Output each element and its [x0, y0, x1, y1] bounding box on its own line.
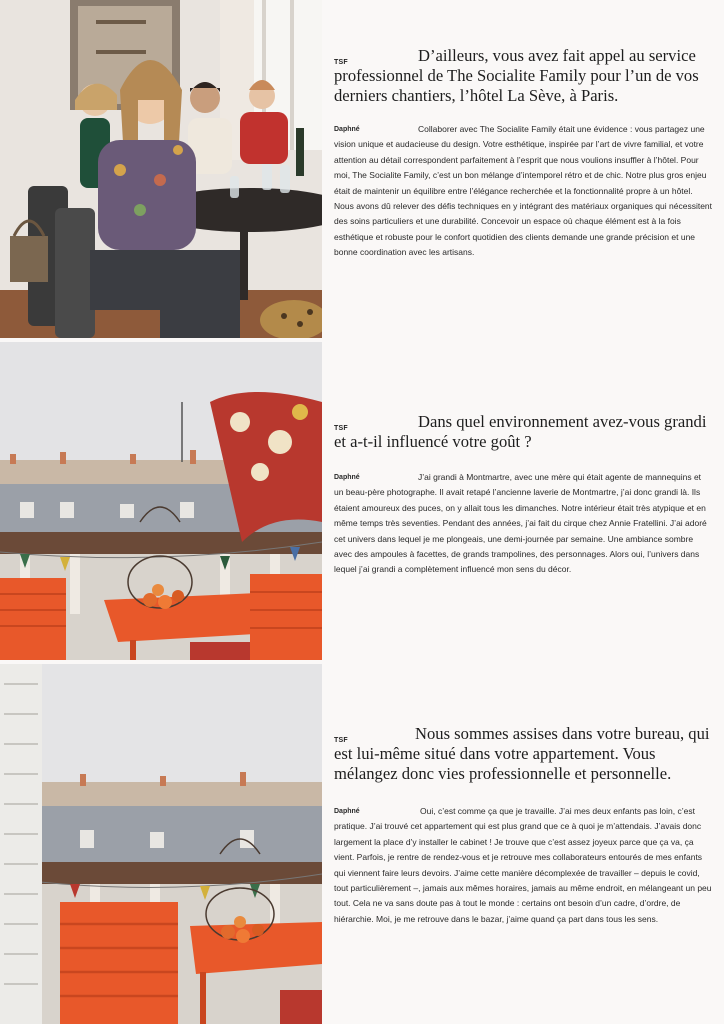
photo-balcony-rooftops	[0, 342, 322, 660]
interview-section-3	[334, 724, 712, 927]
interview-question	[334, 412, 712, 452]
photo-shutter-balcony	[0, 664, 322, 1024]
interview-answer	[334, 122, 712, 261]
answer-text: Collaborer avec The Socialite Family était une évidence : vous partagez une vision unique et audacieuse du design. Votre esthétique, inspirée par l’art de vivre familial, et votre attention au détail correspondent parfaitement à l’esprit que nous voulions insuffler à l’hôtel. Pour moi, The Socialite Family, c’est un bon mélange d’intemporel rétro et de chic. Notre plus gros enjeu était de maintenir un équilibre entre l’élégance recherchée et la fonctionnalité propre à un hôtel. Nous avons dû relever des défis techniques en y intégrant des matériaux organiques qui nécessitent des soins particuliers et une durabilité. Concevoir un espace où chaque élément est à la fois esthétique et robuste pour le confort quotidien des clients demande une grande précision et une bonne coordination avec les artisans.	[334, 124, 713, 258]
speaker-name: Daphné	[334, 126, 360, 133]
interview-answer	[334, 804, 712, 927]
interview-section-1	[334, 46, 712, 261]
interview-question	[334, 46, 712, 106]
question-text: Dans quel environnement avez-vous grandi et a-t-il influencé votre goût ?	[334, 412, 707, 451]
photo-dinner-party	[0, 0, 322, 338]
interviewer-tag: TSF	[334, 737, 348, 744]
speaker-name: Daphné	[334, 808, 360, 815]
interviewer-tag: TSF	[334, 59, 348, 66]
interview-question	[334, 724, 712, 784]
question-text: D’ailleurs, vous avez fait appel au service professionnel de The Socialite Family pour l’un de vos derniers chantiers, l’hôtel La Sève, à Paris.	[334, 46, 699, 105]
interview-answer	[334, 470, 712, 578]
question-text: Nous sommes assises dans votre bureau, qui est lui-même situé dans votre appartement. Vous mélangez donc vies professionnelle et personnelle.	[334, 724, 710, 783]
interviewer-tag: TSF	[334, 425, 348, 432]
answer-text: J’ai grandi à Montmartre, avec une mère qui était agente de mannequins et un beau-père photographe. Il avait retapé l’ancienne laverie de Montmartre, j’ai donc grandi là. Ils étaient amoureux des puces, on y allait tous les dimanches. Notre intérieur était très atypique et en même temps très seventies. Pendant des années, j’ai fait du cirque chez Annie Fratellini. J’ai adoré cet univers dans lequel je me plongeais, une demi-journée par semaine. Une ambiance sombre avec des ampoules à facettes, de grands trampolines, des personnages. Alors oui, l’univers dans lequel j’ai grandi a complètement influencé mon sens du décor.	[334, 472, 707, 575]
answer-text: Oui, c’est comme ça que je travaille. J’ai mes deux enfants pas loin, c’est pratique. J’ai trouvé cet appartement qui est plus grand que ce à quoi je m’attendais. J’avais donc largement la place d’y installer le cabinet ! Je trouve que c’est assez joyeux parce que ça va, ça vient. Parfois, je rentre de rendez-vous et je retrouve mes collaborateurs entourés de mes enfants qui viennent faire leurs devoirs. J’aime cette manière décomplexée de travailler – depuis le covid, tout particulièrement –, jamais aux mêmes horaires, jamais au même endroit, en mélangeant un peu tout. Cela ne va sans doute pas à tout le monde : certains ont besoin d’un cadre, d’ordre, de hiérarchie. Moi, je me retrouve dans le bazar, j’aime quand ça part dans tous les sens.	[334, 806, 712, 924]
speaker-name: Daphné	[334, 474, 360, 481]
interview-section-2	[334, 412, 712, 578]
